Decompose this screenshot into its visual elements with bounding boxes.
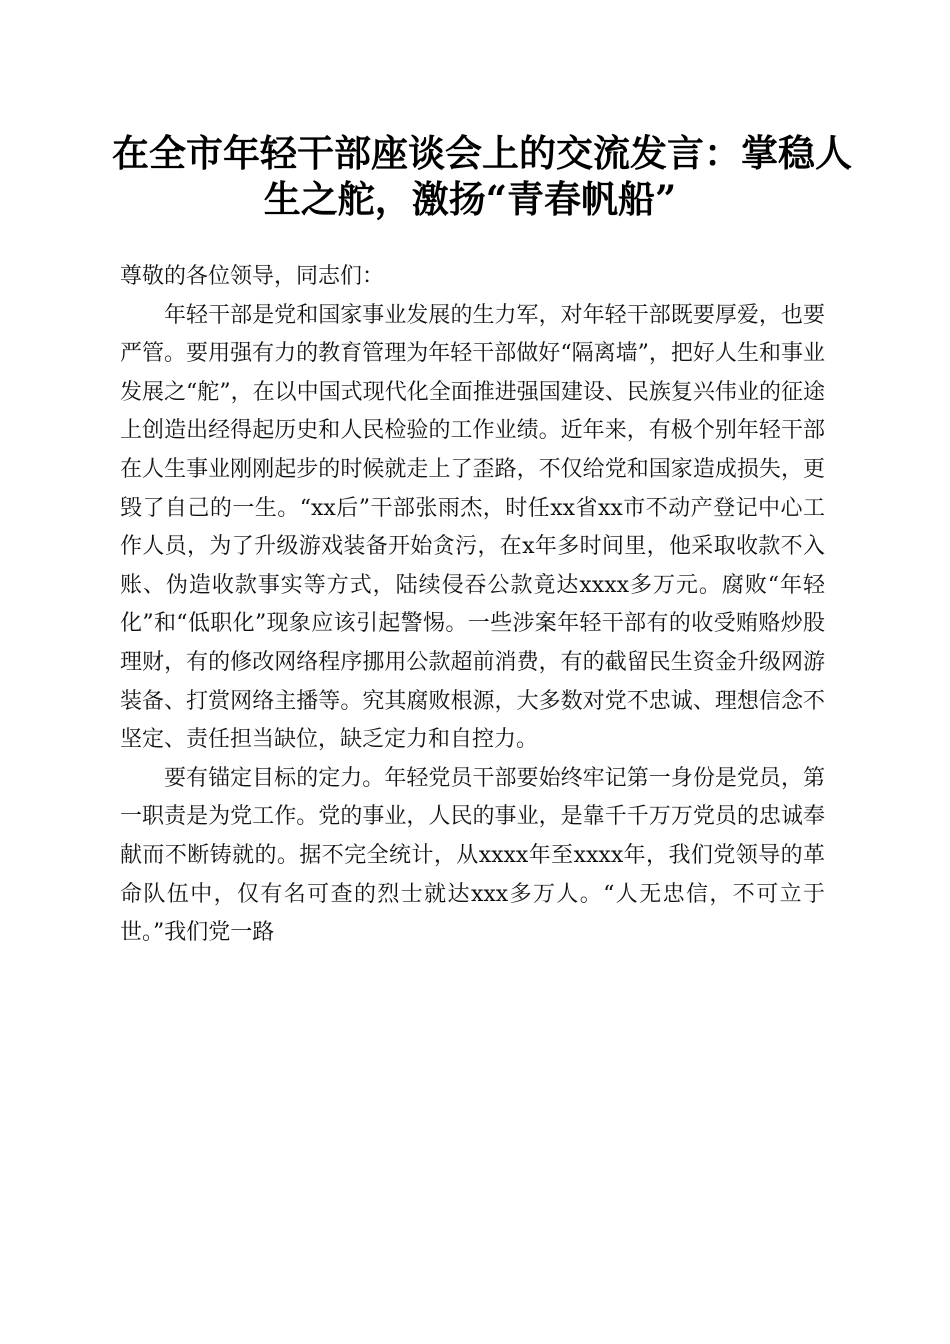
document-body [120, 258, 825, 953]
salutation: 尊敬的各位领导，同志们： [120, 264, 385, 289]
paragraph-1: 年轻干部是党和国家事业发展的生力军，对年轻干部既要厚爱，也要严管。要用强有力的教育管理为年轻干部做好“隔离墙”，把好人生和事业发展之“舵”，在以中国式现代化全面推进强国建设、民族复兴伟业的征途上创造出经得起历史和人民检验的工作业绩。近年来，有极个别年轻干部在人生事业刚刚起步的时候就走上了歪路，不仅给党和国家造成损失，更毁了自己的一生。“xx后”干部张雨杰，时任xx省xx市不动产登记中心工作人员，为了升级游戏装备开始贪污，在x年多时间里，他采取收款不入账、伪造收款事实等方式，陆续侵吞公款竟达xxxx多万元。腐败“年轻化”和“低职化”现象应该引起警惕。一些涉案年轻干部有的收受贿赂炒股理财，有的修改网络程序挪用公款超前消费，有的截留民生资金升级网游装备、打赏网络主播等。究其腐败根源，大多数对党不忠诚、理想信念不坚定、责任担当缺位，缺乏定力和自控力。 [120, 302, 825, 753]
title-line-1: 在全市年轻干部座谈会上的交流发言：掌稳人 [112, 131, 852, 175]
paragraph-2: 要有锚定目标的定力。年轻党员干部要始终牢记第一身份是党员，第一职责是为党工作。党的事业，人民的事业，是靠千千万万党员的忠诚奉献而不断铸就的。据不完全统计，从xxxx年至xxxx年，我们党领导的革命队伍中，仅有名可查的烈士就达xxx多万人。“人无忠信，不可立于世。”我们党一路 [120, 765, 825, 946]
document-title [112, 130, 852, 222]
title-line-2: 生之舵，激扬“青春帆船” [263, 177, 677, 221]
